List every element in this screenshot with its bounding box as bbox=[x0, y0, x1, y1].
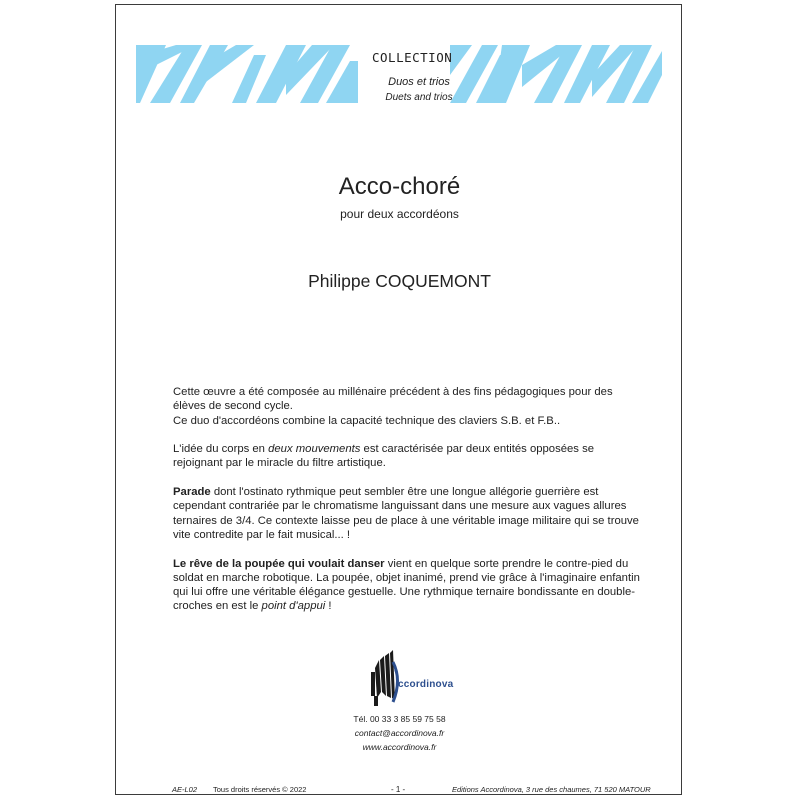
piece-title: Acco-choré bbox=[338, 173, 461, 200]
document-page bbox=[115, 4, 682, 795]
page-number: - 1 - bbox=[391, 785, 406, 794]
copyright-notice: Tous droits réservés © 2022 bbox=[212, 785, 307, 794]
contact-phone: Tél. 00 33 3 85 59 75 58 bbox=[353, 714, 446, 724]
piece-subtitle: pour deux accordéons bbox=[340, 207, 459, 221]
collection-subtitle-en: Duets and trios bbox=[385, 92, 453, 103]
footer-left bbox=[172, 785, 306, 794]
paragraph-1: Cette œuvre a été composée au millénaire précédent à des fins pédagogiques pour des élèves de second cycle. Ce duo d'accordéons combine la capacité technique des claviers S.B. et F.B.. bbox=[173, 386, 613, 427]
paragraph-3: Parade dont l'ostinato rythmique peut sembler être une longue allégorie guerrière est cependant contrariée par le chromatisme languissant dans une mesure aux vagues allures ternaires de 3/4. Ce contexte laisse peu de place à une véritable image militaire qui se trouve vite contredite par le fait musical... ! bbox=[173, 486, 639, 541]
collection-label: COLLECTION bbox=[372, 50, 453, 65]
paragraph-4: Le rêve de la poupée qui voulait danser vient en quelque sorte prendre le contre-pied du soldat en marche robotique. La poupée, objet inanimé, prend vie grâce à l'imaginaire enfantin qui lui offre une véritable élégance gestuelle. Une rythmique ternaire bondissante en double-croches en est le point d'appui ! bbox=[173, 557, 640, 613]
description bbox=[173, 385, 643, 628]
composer-name: Philippe COQUEMONT bbox=[308, 271, 491, 291]
catalog-code: AE-L02 bbox=[172, 785, 198, 794]
publisher-address: Editions Accordinova, 3 rue des chaumes, 71 520 MATOUR bbox=[452, 785, 651, 794]
logo-text: ccordinova bbox=[398, 679, 454, 690]
accordinova-logo bbox=[369, 650, 469, 710]
contact-email[interactable]: contact@accordinova.fr bbox=[354, 728, 445, 738]
collection-subtitle-fr: Duos et trios bbox=[388, 76, 450, 88]
collection-banner bbox=[136, 45, 662, 103]
contact-website[interactable]: www.accordinova.fr bbox=[362, 742, 437, 752]
paragraph-2: L'idée du corps en deux mouvements est caractérisée par deux entités opposées se rejoignant par le miracle du filtre artistique. bbox=[173, 443, 595, 470]
